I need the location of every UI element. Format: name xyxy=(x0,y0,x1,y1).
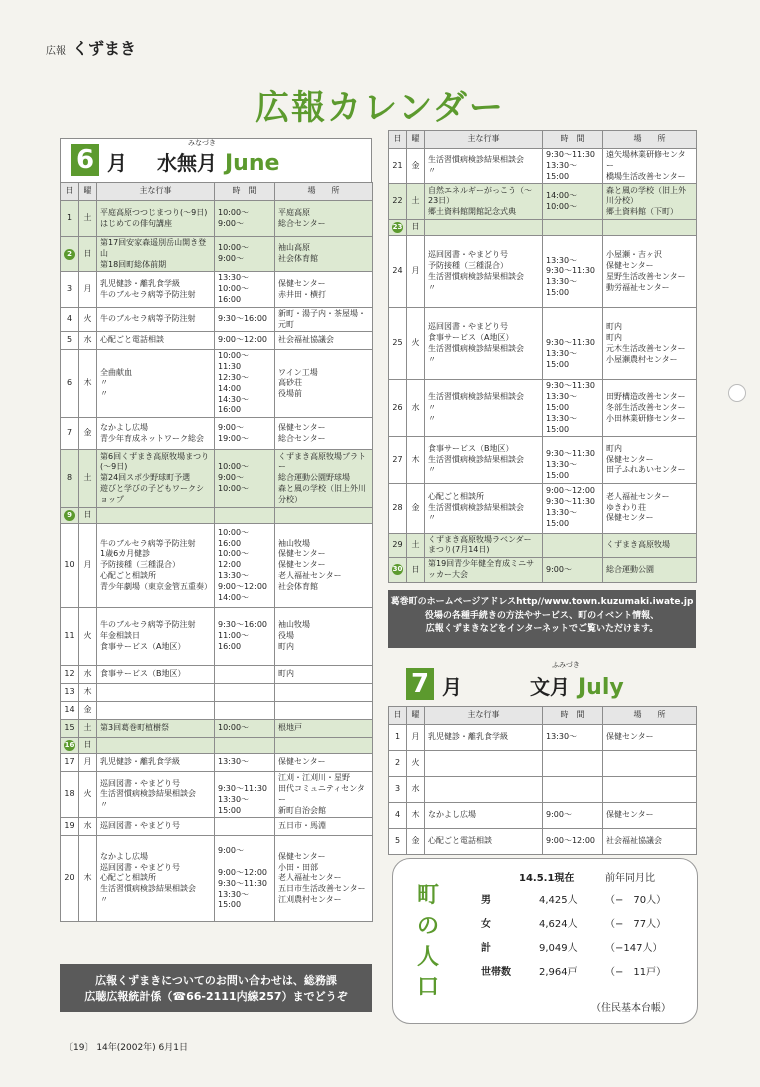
place-cell: 保健センター xyxy=(603,725,697,751)
day-cell: 21 xyxy=(389,149,407,184)
place-cell: 袖山高原 社会体育館 xyxy=(275,237,373,272)
time-cell: 13:30〜 xyxy=(215,754,275,772)
event-cell: 全曲献血 〃 〃 xyxy=(97,350,215,418)
place-cell: 平庭高原 総合センター xyxy=(275,201,373,237)
event-cell: 食事サービス（B地区） xyxy=(97,666,215,684)
event-cell: 巡回図書・やまどり号 xyxy=(97,818,215,836)
table-row xyxy=(389,751,697,777)
day-cell: 11 xyxy=(61,608,79,666)
event-cell: 心配ごと相談所 生活習慣病検診結果相談会 〃 xyxy=(425,483,543,533)
time-cell xyxy=(215,702,275,720)
time-cell xyxy=(215,818,275,836)
weekday-cell: 水 xyxy=(79,332,97,350)
event-cell: 心配ごと電話相談 xyxy=(425,829,543,855)
day-cell: 27 xyxy=(389,437,407,483)
table-row xyxy=(389,533,697,558)
weekday-cell: 水 xyxy=(79,818,97,836)
col-header-weekday: 曜 xyxy=(79,183,97,201)
july-ruby: ふみづき xyxy=(552,661,580,669)
masthead-prefix: 広報 xyxy=(46,46,66,57)
event-cell: 第17回安家森遥別岳山開き登山 第18回町総体前期 xyxy=(97,237,215,272)
weekday-cell: 日 xyxy=(407,220,425,236)
col-header-event: 主な行事 xyxy=(97,183,215,201)
time-cell: 9:30〜11:30 13:30〜15:00 xyxy=(543,308,603,380)
table-row xyxy=(61,772,373,818)
day-cell: 4 xyxy=(61,307,79,332)
table-header xyxy=(389,131,697,149)
col-header-weekday: 曜 xyxy=(407,707,425,725)
population-note: （住民基本台帳） xyxy=(591,1003,671,1014)
page-footer: 〔19〕 14年(2002年) 6月1日 xyxy=(64,1043,189,1053)
weekday-cell: 日 xyxy=(407,558,425,583)
place-cell: 町内 xyxy=(275,666,373,684)
day-cell: 24 xyxy=(389,236,407,308)
website-line-1: 葛巻町のホームページアドレスhttp//www.town.kuzumaki.iwate.jp xyxy=(390,597,694,607)
time-cell: 9:00〜12:00 9:30〜11:30 13:30〜15:00 xyxy=(543,483,603,533)
website-line-2: 役場の各種手続きの方法やサービス、町のイベント情報、 xyxy=(424,610,660,621)
time-cell: 9:30〜11:30 13:30〜15:00 xyxy=(215,772,275,818)
day-cell xyxy=(389,220,407,236)
table-row xyxy=(389,725,697,751)
day-cell: 3 xyxy=(61,272,79,307)
time-cell: 10:00〜 xyxy=(215,720,275,738)
place-cell: 小屋瀬・吉ヶ沢 保健センター 星野生活改善センター 動労福祉センター xyxy=(603,236,697,308)
weekday-cell: 土 xyxy=(79,720,97,738)
june-japanese-name: 水無月 xyxy=(157,151,217,175)
weekday-cell: 月 xyxy=(79,272,97,307)
weekday-cell: 金 xyxy=(407,829,425,855)
place-cell: 町内 町内 元木生活改善センター 小屋瀬農村センター xyxy=(603,308,697,380)
table-row xyxy=(61,272,373,307)
place-cell: 保健センター 小田・田部 老人福祉センター 五日市生活改善センター 江刈農村センター xyxy=(275,836,373,922)
event-cell: 平庭高原つつじまつり(〜9日) はじめての俳句講座 xyxy=(97,201,215,237)
population-compare-label: 前年同月比 xyxy=(605,873,655,884)
table-row xyxy=(389,236,697,308)
time-cell xyxy=(543,220,603,236)
place-cell: 保健センター xyxy=(603,803,697,829)
time-cell: 9:00〜 xyxy=(543,803,603,829)
place-cell: 保健センター 総合センター xyxy=(275,418,373,450)
weekday-cell: 火 xyxy=(79,307,97,332)
sunday-marker: 9 xyxy=(64,510,75,521)
population-label: 男 xyxy=(481,895,491,906)
table-row xyxy=(61,350,373,418)
table-row xyxy=(389,220,697,236)
population-value: 4,425人 xyxy=(539,895,578,906)
weekday-cell: 水 xyxy=(407,380,425,437)
event-cell: 巡回図書・やまどり号 予防接種（三種混合） 生活習慣病検診結果相談会 〃 xyxy=(425,236,543,308)
place-cell: 総合運動公園 xyxy=(603,558,697,583)
day-cell: 1 xyxy=(389,725,407,751)
population-title: 町の人口 xyxy=(416,883,439,1001)
table-row xyxy=(61,307,373,332)
day-cell: 3 xyxy=(389,777,407,803)
event-cell: 心配ごと電話相談 xyxy=(97,332,215,350)
weekday-cell: 土 xyxy=(79,450,97,508)
time-cell: 10:00〜16:00 10:00〜12:00 13:30〜 9:00〜12:00 14:00〜 xyxy=(215,524,275,608)
event-cell xyxy=(97,684,215,702)
col-header-time: 時 間 xyxy=(543,707,603,725)
punch-hole xyxy=(728,384,746,402)
event-cell: 牛のブルセラ病等予防注射 xyxy=(97,307,215,332)
time-cell: 9:30〜11:30 13:30〜15:00 xyxy=(543,149,603,184)
event-cell: 第19回青少年健全育成ミニサッカー大会 xyxy=(425,558,543,583)
event-cell: 乳児健診・離乳食学級 牛のブルセラ病等予防注射 xyxy=(97,272,215,307)
sunday-marker: 23 xyxy=(392,223,403,232)
time-cell: 9:00〜 xyxy=(543,558,603,583)
day-cell: 13 xyxy=(61,684,79,702)
place-cell: 袖山牧場 保健センター 保健センター 老人福祉センター 社会体育館 xyxy=(275,524,373,608)
weekday-cell: 土 xyxy=(407,533,425,558)
time-cell: 13:30〜 10:00〜16:00 xyxy=(215,272,275,307)
population-diff: （− 77人） xyxy=(605,919,667,930)
weekday-cell: 火 xyxy=(407,308,425,380)
day-cell: 5 xyxy=(61,332,79,350)
time-cell xyxy=(543,777,603,803)
table-row xyxy=(389,184,697,220)
table-row xyxy=(61,836,373,922)
table-row xyxy=(61,508,373,524)
population-box xyxy=(392,858,698,1024)
weekday-cell: 金 xyxy=(407,483,425,533)
time-cell: 9:30〜11:30 13:30〜15:00 13:30〜15:00 xyxy=(543,380,603,437)
place-cell xyxy=(275,684,373,702)
weekday-cell: 木 xyxy=(407,437,425,483)
june-english-name: June xyxy=(225,151,280,176)
day-cell: 25 xyxy=(389,308,407,380)
col-header-place: 場 所 xyxy=(275,183,373,201)
table-header xyxy=(389,707,697,725)
time-cell: 10:00〜 9:00〜 10:00〜 xyxy=(215,450,275,508)
day-cell: 29 xyxy=(389,533,407,558)
event-cell: 巡回図書・やまどり号 食事サービス（A地区） 生活習慣病検診結果相談会 〃 xyxy=(425,308,543,380)
table-row xyxy=(61,738,373,754)
event-cell: なかよし広場 巡回図書・やまどり号 心配ごと相談所 生活習慣病検診結果相談会 〃 xyxy=(97,836,215,922)
website-line-3: 広報くずまきなどをインターネットでご覧いただけます。 xyxy=(425,624,659,634)
place-cell: 社会福祉協議会 xyxy=(275,332,373,350)
place-cell: 田野構造改善センター 冬部生活改善センター 小田林業研修センター xyxy=(603,380,697,437)
july-table xyxy=(388,706,697,855)
population-label: 女 xyxy=(481,919,491,930)
col-header-event: 主な行事 xyxy=(425,707,543,725)
col-header-place: 場 所 xyxy=(603,131,697,149)
july-month-number: 7 xyxy=(406,668,434,700)
col-header-day: 日 xyxy=(389,131,407,149)
table-row xyxy=(389,829,697,855)
col-header-day: 日 xyxy=(61,183,79,201)
population-diff: （−147人） xyxy=(605,943,663,954)
day-cell: 19 xyxy=(61,818,79,836)
time-cell: 10:00〜11:30 12:30〜14:00 14:30〜16:00 xyxy=(215,350,275,418)
place-cell: ワイン工場 高砂荘 役場前 xyxy=(275,350,373,418)
day-cell: 1 xyxy=(61,201,79,237)
weekday-cell: 月 xyxy=(79,524,97,608)
day-cell: 22 xyxy=(389,184,407,220)
day-cell: 10 xyxy=(61,524,79,608)
place-cell: 社会福祉協議会 xyxy=(603,829,697,855)
time-cell: 9:00〜12:00 xyxy=(215,332,275,350)
weekday-cell: 木 xyxy=(79,350,97,418)
population-label: 世帯数 xyxy=(481,967,511,978)
time-cell: 9:00〜12:00 xyxy=(543,829,603,855)
day-cell xyxy=(61,738,79,754)
event-cell: なかよし広場 xyxy=(425,803,543,829)
day-cell: 7 xyxy=(61,418,79,450)
weekday-cell: 金 xyxy=(79,702,97,720)
place-cell: 根地戸 xyxy=(275,720,373,738)
event-cell xyxy=(425,751,543,777)
col-header-place: 場 所 xyxy=(603,707,697,725)
masthead-name: くずまき xyxy=(72,39,137,58)
time-cell xyxy=(215,738,275,754)
day-cell: 8 xyxy=(61,450,79,508)
day-cell: 28 xyxy=(389,483,407,533)
table-row xyxy=(61,450,373,508)
day-cell: 26 xyxy=(389,380,407,437)
day-cell: 17 xyxy=(61,754,79,772)
event-cell: 生活習慣病検診結果相談会 〃 xyxy=(425,149,543,184)
event-cell: 食事サービス（B地区） 生活習慣病検診結果相談会 〃 xyxy=(425,437,543,483)
day-cell xyxy=(389,558,407,583)
day-cell xyxy=(61,508,79,524)
table-header xyxy=(61,183,373,201)
event-cell: 牛のブルセラ病等予防注射 年金相談日 食事サービス（A地区） xyxy=(97,608,215,666)
place-cell: 保健センター 赤井田・横打 xyxy=(275,272,373,307)
july-month-suffix: 月 xyxy=(442,675,462,699)
weekday-cell: 月 xyxy=(407,236,425,308)
weekday-cell: 木 xyxy=(79,836,97,922)
weekday-cell: 土 xyxy=(407,184,425,220)
place-cell: 町内 保健センター 田子ふれあいセンター xyxy=(603,437,697,483)
place-cell xyxy=(275,702,373,720)
time-cell: 9:30〜16:00 xyxy=(215,307,275,332)
event-cell xyxy=(97,508,215,524)
weekday-cell: 日 xyxy=(79,508,97,524)
table-row xyxy=(389,558,697,583)
col-header-event: 主な行事 xyxy=(425,131,543,149)
table-row xyxy=(389,149,697,184)
event-cell xyxy=(97,738,215,754)
weekday-cell: 日 xyxy=(79,738,97,754)
table-row xyxy=(61,608,373,666)
population-value: 9,049人 xyxy=(539,943,578,954)
place-cell xyxy=(603,777,697,803)
population-diff: （− 70人） xyxy=(605,895,667,906)
population-value: 4,624人 xyxy=(539,919,578,930)
population-date: 14.5.1現在 xyxy=(519,873,575,884)
weekday-cell: 火 xyxy=(79,772,97,818)
time-cell: 9:00〜 19:00〜 xyxy=(215,418,275,450)
time-cell xyxy=(215,666,275,684)
time-cell xyxy=(215,684,275,702)
event-cell: 第6回くずまき高原牧場まつり(〜9日) 第24回スポ少野球町予選 遊びと学びの子どもワークショップ xyxy=(97,450,215,508)
page-title: 広報カレンダー xyxy=(255,88,505,128)
table-row xyxy=(61,666,373,684)
weekday-cell: 水 xyxy=(79,666,97,684)
col-header-time: 時 間 xyxy=(543,131,603,149)
time-cell xyxy=(543,533,603,558)
june-heading xyxy=(60,138,372,182)
place-cell: 老人福祉センター ゆきわり荘 保健センター xyxy=(603,483,697,533)
july-english-name: July xyxy=(578,675,624,700)
event-cell xyxy=(425,220,543,236)
table-row xyxy=(61,720,373,738)
time-cell: 9:00〜 9:00〜12:00 9:30〜11:30 13:30〜15:00 xyxy=(215,836,275,922)
col-header-day: 日 xyxy=(389,707,407,725)
time-cell: 9:30〜11:30 13:30〜15:00 xyxy=(543,437,603,483)
june-month-suffix: 月 xyxy=(107,151,127,175)
day-cell: 14 xyxy=(61,702,79,720)
june-month-number: 6 xyxy=(71,144,99,176)
time-cell xyxy=(215,508,275,524)
place-cell xyxy=(603,220,697,236)
table-row xyxy=(389,437,697,483)
sunday-marker: 2 xyxy=(64,249,75,260)
time-cell: 13:30〜 xyxy=(543,725,603,751)
june-ruby: みなづき xyxy=(188,139,216,147)
place-cell: くずまき高原牧場 xyxy=(603,533,697,558)
event-cell: 第3回葛巻町植樹祭 xyxy=(97,720,215,738)
time-cell: 14:00〜 10:00〜 xyxy=(543,184,603,220)
col-header-time: 時 間 xyxy=(215,183,275,201)
event-cell: 生活習慣病検診結果相談会 〃 〃 xyxy=(425,380,543,437)
table-row xyxy=(389,483,697,533)
place-cell: 江刈・江刈川・星野 田代コミュニティセンター 新町自治会館 xyxy=(275,772,373,818)
weekday-cell: 木 xyxy=(79,684,97,702)
population-value: 2,964戸 xyxy=(539,967,578,978)
population-diff: （− 11戸） xyxy=(605,967,667,978)
day-cell: 6 xyxy=(61,350,79,418)
july-heading xyxy=(396,660,688,706)
event-cell xyxy=(425,777,543,803)
time-cell: 9:30〜16:00 11:00〜16:00 xyxy=(215,608,275,666)
table-row xyxy=(61,754,373,772)
table-row xyxy=(61,524,373,608)
weekday-cell: 日 xyxy=(79,237,97,272)
day-cell: 15 xyxy=(61,720,79,738)
weekday-cell: 金 xyxy=(79,418,97,450)
sunday-marker: 30 xyxy=(392,565,403,574)
event-cell: くずまき高原牧場ラベンダーまつり(7月14日) xyxy=(425,533,543,558)
table-row xyxy=(389,777,697,803)
event-cell: 乳児健診・離乳食学級 xyxy=(425,725,543,751)
table-row xyxy=(61,418,373,450)
place-cell: 保健センター xyxy=(275,754,373,772)
day-cell: 4 xyxy=(389,803,407,829)
time-cell xyxy=(543,751,603,777)
place-cell xyxy=(275,738,373,754)
place-cell: くずまき高原牧場プラトー 総合運動公園野球場 森と風の学校（旧上外川分校） xyxy=(275,450,373,508)
population-label: 計 xyxy=(481,943,491,954)
place-cell xyxy=(603,751,697,777)
website-notice xyxy=(388,590,696,648)
table-row xyxy=(61,702,373,720)
time-cell: 10:00〜 9:00〜 xyxy=(215,237,275,272)
col-header-weekday: 曜 xyxy=(407,131,425,149)
event-cell: 自然エネルギーがっこう（〜23日） 郷土資料館開館記念式典 xyxy=(425,184,543,220)
table-row xyxy=(61,201,373,237)
place-cell xyxy=(275,508,373,524)
place-cell: 新町・湯子内・茶屋場・元町 xyxy=(275,307,373,332)
inquiry-line-1: 広報くずまきについてのお問い合わせは、総務課 xyxy=(95,974,337,987)
july-japanese-name: 文月 xyxy=(530,675,570,699)
weekday-cell: 火 xyxy=(407,751,425,777)
table-row xyxy=(389,380,697,437)
day-cell: 5 xyxy=(389,829,407,855)
weekday-cell: 火 xyxy=(79,608,97,666)
table-row xyxy=(61,332,373,350)
weekday-cell: 木 xyxy=(407,803,425,829)
table-row xyxy=(61,818,373,836)
place-cell: 袖山牧場 役場 町内 xyxy=(275,608,373,666)
weekday-cell: 水 xyxy=(407,777,425,803)
day-cell: 18 xyxy=(61,772,79,818)
event-cell xyxy=(97,702,215,720)
event-cell: なかよし広場 青少年育成ネットワーク総会 xyxy=(97,418,215,450)
day-cell: 12 xyxy=(61,666,79,684)
weekday-cell: 土 xyxy=(79,201,97,237)
event-cell: 巡回図書・やまどり号 生活習慣病検診結果相談会 〃 xyxy=(97,772,215,818)
day-cell: 2 xyxy=(389,751,407,777)
table-row xyxy=(389,308,697,380)
weekday-cell: 金 xyxy=(407,149,425,184)
table-row xyxy=(61,237,373,272)
day-cell: 20 xyxy=(61,836,79,922)
inquiry-line-2: 広聴広報統計係（☎66-2111内線257）までどうぞ xyxy=(84,990,348,1003)
time-cell: 10:00〜 9:00〜 xyxy=(215,201,275,237)
june-table-1 xyxy=(60,182,373,922)
event-cell: 牛のブルセラ病等予防注射 1歳6カ月健診 予防接種（三種混合） 心配ごと相談所 青少年劇場（東京金管五重奏） xyxy=(97,524,215,608)
masthead xyxy=(46,36,136,59)
day-cell xyxy=(61,237,79,272)
weekday-cell: 月 xyxy=(407,725,425,751)
event-cell: 乳児健診・離乳食学級 xyxy=(97,754,215,772)
time-cell: 13:30〜 9:30〜11:30 13:30〜15:00 xyxy=(543,236,603,308)
place-cell: 遠矢場林業研修センター 橋場生活改善センター xyxy=(603,149,697,184)
sunday-marker: 16 xyxy=(64,741,75,750)
june-table-2 xyxy=(388,130,697,583)
place-cell: 森と風の学校（旧上外川分校） 郷土資料館（下町） xyxy=(603,184,697,220)
inquiry-notice xyxy=(60,964,372,1012)
table-row xyxy=(61,684,373,702)
table-row xyxy=(389,803,697,829)
place-cell: 五日市・馬淵 xyxy=(275,818,373,836)
weekday-cell: 月 xyxy=(79,754,97,772)
